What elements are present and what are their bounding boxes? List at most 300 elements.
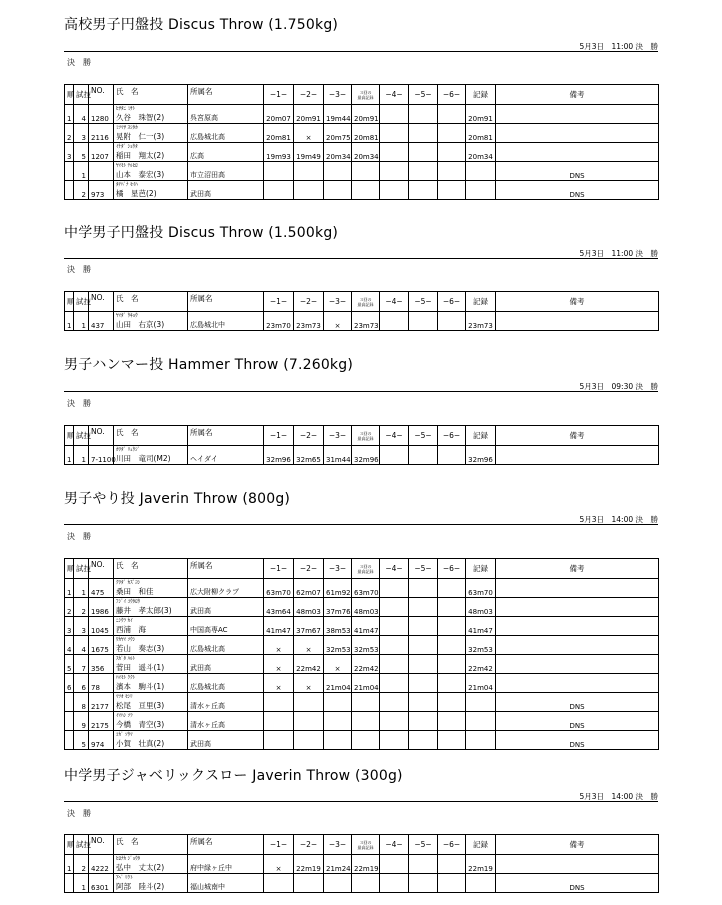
athlete-name: 山本 泰宏(3): [116, 170, 165, 179]
cell-rank: [65, 731, 74, 750]
cell-no: 1280: [89, 105, 114, 124]
cell-a2: 20m91: [294, 105, 324, 124]
header-best: [352, 85, 380, 105]
header-row: [65, 835, 659, 855]
cell-a4: [380, 143, 409, 162]
cell-a2: ×: [294, 674, 324, 693]
header-best: [352, 835, 380, 855]
event-datetime: 5月3日 11:00 決 勝: [579, 42, 658, 51]
cell-a6: [438, 712, 466, 731]
header-a4: −4−: [380, 559, 409, 579]
cell-a5: [409, 731, 438, 750]
athlete-kana: ﾊﾏﾓﾄ ｸｸﾄ: [116, 675, 136, 681]
athlete-kana: ｶﾜﾀﾞ ﾘｭｳｼﾞ: [116, 447, 141, 453]
result-row: [65, 712, 659, 731]
cell-a1: ×: [264, 674, 294, 693]
cell-a6: [438, 617, 466, 636]
cell-no: [89, 162, 114, 181]
header-a6: −6−: [438, 835, 466, 855]
header-best: [352, 426, 380, 446]
athlete-name: 橘 星芭(2): [116, 189, 157, 198]
header-record: 記録: [466, 292, 496, 312]
cell-no: 437: [89, 312, 114, 331]
header-name: 氏 名: [114, 85, 188, 105]
cell-team: 福山城南中: [188, 874, 264, 893]
cell-a6: [438, 693, 466, 712]
cell-a4: [380, 579, 409, 598]
cell-a2: [294, 693, 324, 712]
cell-order: 1: [74, 312, 89, 331]
cell-a1: 23m70: [264, 312, 294, 331]
cell-a4: [380, 598, 409, 617]
cell-best: 23m73: [352, 312, 380, 331]
cell-record: 63m70: [466, 579, 496, 598]
header-a3: −3−: [324, 426, 352, 446]
cell-team: 武田高: [188, 598, 264, 617]
header-best-line1: ３回の: [359, 296, 372, 302]
cell-a6: [438, 855, 466, 874]
header-name: 氏 名: [114, 426, 188, 446]
cell-a1: ×: [264, 636, 294, 655]
cell-a1: ×: [264, 655, 294, 674]
result-row: [65, 731, 659, 750]
cell-order: 5: [74, 143, 89, 162]
cell-team: 広大附柳クラブ: [188, 579, 264, 598]
athlete-name: 今橋 青空(3): [116, 720, 165, 729]
event-datetime: 5月3日 09:30 決 勝: [579, 382, 658, 391]
cell-athlete: [114, 712, 188, 731]
cell-a3: [324, 162, 352, 181]
header-record: 記録: [466, 835, 496, 855]
cell-best: 21m04: [352, 674, 380, 693]
cell-a4: [380, 655, 409, 674]
header-best-line1: ３回の: [359, 430, 372, 436]
result-row: [65, 446, 659, 465]
result-row: [65, 855, 659, 874]
cell-team: 広島城北高: [188, 124, 264, 143]
cell-a5: [409, 105, 438, 124]
cell-record: [466, 693, 496, 712]
cell-order: 9: [74, 712, 89, 731]
header-a6: −6−: [438, 292, 466, 312]
cell-a5: [409, 655, 438, 674]
cell-rank: 2: [65, 598, 74, 617]
round-label: 決 勝: [67, 809, 91, 818]
header-a1: −1−: [264, 292, 294, 312]
cell-note: [496, 124, 659, 143]
cell-rank: [65, 181, 74, 200]
cell-rank: 4: [65, 636, 74, 655]
cell-a2: [294, 162, 324, 181]
cell-a1: 20m81: [264, 124, 294, 143]
cell-a4: [380, 181, 409, 200]
cell-a1: 41m47: [264, 617, 294, 636]
cell-order: 1: [74, 579, 89, 598]
cell-note: [496, 579, 659, 598]
header-a4: −4−: [380, 292, 409, 312]
cell-athlete: [114, 674, 188, 693]
cell-order: 4: [74, 105, 89, 124]
athlete-name: 稲田 翔太(2): [116, 151, 165, 160]
result-row: [65, 693, 659, 712]
header-row: [65, 559, 659, 579]
cell-note: [496, 598, 659, 617]
cell-rank: 1: [65, 579, 74, 598]
cell-team: 清水ヶ丘高: [188, 712, 264, 731]
athlete-name: 松尾 亘里(3): [116, 701, 165, 710]
header-rank: 順: [65, 835, 74, 855]
cell-athlete: [114, 105, 188, 124]
cell-rank: [65, 162, 74, 181]
cell-a3: [324, 731, 352, 750]
athlete-kana: ﾌｼﾞｲ ｺｳﾀﾛｳ: [116, 599, 141, 605]
cell-note: [496, 655, 659, 674]
athlete-kana: ｺｶﾞ ｿｳﾏ: [116, 732, 133, 738]
results-table: [64, 425, 659, 465]
header-a5: −5−: [409, 85, 438, 105]
cell-record: 21m04: [466, 674, 496, 693]
header-best-line1: ３回の: [359, 89, 372, 95]
cell-team: 清水ヶ丘高: [188, 693, 264, 712]
cell-team: 広高: [188, 143, 264, 162]
cell-best: 20m91: [352, 105, 380, 124]
cell-best: 48m03: [352, 598, 380, 617]
header-note: 備考: [496, 426, 659, 446]
header-a1: −1−: [264, 426, 294, 446]
cell-order: 5: [74, 731, 89, 750]
header-team: 所属名: [188, 426, 264, 446]
cell-a6: [438, 143, 466, 162]
header-a5: −5−: [409, 835, 438, 855]
cell-note: [496, 617, 659, 636]
event-datetime: 5月3日 14:00 決 勝: [579, 792, 658, 801]
athlete-kana: ｲﾅﾀﾞ ｼｮｳﾀ: [116, 144, 138, 150]
header-no: NO.: [89, 292, 114, 312]
cell-best: [352, 162, 380, 181]
header-best-line2: 最高記録: [357, 94, 374, 100]
cell-a5: [409, 162, 438, 181]
cell-a6: [438, 579, 466, 598]
cell-a1: [264, 731, 294, 750]
cell-a2: 62m07: [294, 579, 324, 598]
athlete-name: 藤井 孝太郎(3): [116, 606, 172, 615]
athlete-name: 濱本 駒斗(1): [116, 682, 165, 691]
event-title: 男子ハンマー投 Hammer Throw (7.260kg): [64, 357, 353, 373]
round-label: 決 勝: [67, 399, 91, 408]
cell-best: 41m47: [352, 617, 380, 636]
cell-record: [466, 162, 496, 181]
athlete-name: 山田 右京(3): [116, 320, 165, 329]
cell-note: [496, 446, 659, 465]
cell-best: [352, 731, 380, 750]
header-a4: −4−: [380, 835, 409, 855]
cell-a4: [380, 312, 409, 331]
cell-team: 武田高: [188, 181, 264, 200]
header-note: 備考: [496, 85, 659, 105]
header-rank: 順: [65, 426, 74, 446]
cell-rank: [65, 693, 74, 712]
cell-a3: 32m53: [324, 636, 352, 655]
cell-rank: 1: [65, 105, 74, 124]
cell-order: 2: [74, 181, 89, 200]
header-a3: −3−: [324, 559, 352, 579]
athlete-name: 小賀 壮真(2): [116, 739, 165, 748]
cell-order: 3: [74, 617, 89, 636]
cell-a1: [264, 874, 294, 893]
cell-a1: [264, 712, 294, 731]
cell-a5: [409, 446, 438, 465]
cell-no: 1675: [89, 636, 114, 655]
cell-team: 市立沼田高: [188, 162, 264, 181]
header-record: 記録: [466, 85, 496, 105]
athlete-kana: ﾔﾏﾀﾞ ｳｷｮｳ: [116, 313, 138, 319]
cell-no: 974: [89, 731, 114, 750]
cell-record: [466, 731, 496, 750]
cell-team: 広島城北高: [188, 636, 264, 655]
cell-a3: 21m24: [324, 855, 352, 874]
cell-rank: 1: [65, 312, 74, 331]
athlete-kana: ﾀﾁﾊﾞﾅ ｾｲﾊ: [116, 182, 138, 188]
cell-no: 2175: [89, 712, 114, 731]
header-note: 備考: [496, 835, 659, 855]
header-a6: −6−: [438, 559, 466, 579]
header-rank: 順: [65, 292, 74, 312]
cell-record: 20m91: [466, 105, 496, 124]
athlete-name: 川田 竜司(M2): [116, 454, 171, 463]
cell-a3: 37m76: [324, 598, 352, 617]
result-row: [65, 598, 659, 617]
cell-a3: [324, 874, 352, 893]
cell-record: 20m81: [466, 124, 496, 143]
event-datetime: 5月3日 14:00 決 勝: [579, 515, 658, 524]
cell-no: 1207: [89, 143, 114, 162]
header-no: NO.: [89, 559, 114, 579]
cell-a4: [380, 712, 409, 731]
header-record: 記録: [466, 426, 496, 446]
athlete-kana: ﾋﾛﾅｶ ｼﾞｮｳﾀ: [116, 856, 141, 862]
event-title: 高校男子円盤投 Discus Throw (1.750kg): [64, 17, 339, 33]
cell-a6: [438, 446, 466, 465]
cell-a5: [409, 874, 438, 893]
header-order: 試技: [74, 559, 89, 579]
cell-best: [352, 181, 380, 200]
cell-best: 32m96: [352, 446, 380, 465]
athlete-kana: ｽｶﾞﾀ ﾊﾙﾄ: [116, 656, 136, 662]
cell-order: 1: [74, 446, 89, 465]
cell-a6: [438, 731, 466, 750]
cell-no: 973: [89, 181, 114, 200]
cell-best: [352, 693, 380, 712]
cell-a2: 48m03: [294, 598, 324, 617]
header-rank: 順: [65, 559, 74, 579]
results-table: [64, 834, 659, 893]
cell-athlete: [114, 598, 188, 617]
header-best-line2: 最高記録: [357, 435, 374, 441]
athlete-name: 若山 奏志(3): [116, 644, 165, 653]
result-row: [65, 674, 659, 693]
cell-a2: 19m49: [294, 143, 324, 162]
event-title: 男子やり投 Javerin Throw (800g): [64, 491, 291, 507]
header-a3: −3−: [324, 835, 352, 855]
header-a1: −1−: [264, 85, 294, 105]
cell-a1: 20m07: [264, 105, 294, 124]
cell-athlete: [114, 162, 188, 181]
result-row: [65, 181, 659, 200]
athlete-kana: ｱﾍﾞ ﾘｸﾄ: [116, 875, 133, 881]
cell-a3: 21m04: [324, 674, 352, 693]
cell-best: [352, 874, 380, 893]
header-record: 記録: [466, 559, 496, 579]
result-row: [65, 617, 659, 636]
athlete-name: 阿部 陸斗(2): [116, 882, 165, 891]
cell-note: [496, 143, 659, 162]
header-a2: −2−: [294, 835, 324, 855]
cell-a1: 32m96: [264, 446, 294, 465]
header-no: NO.: [89, 835, 114, 855]
athlete-kana: ﾋｻﾀﾆ ﾐｻﾄ: [116, 106, 136, 112]
cell-order: 1: [74, 874, 89, 893]
header-a4: −4−: [380, 426, 409, 446]
cell-note: [496, 855, 659, 874]
header-a1: −1−: [264, 559, 294, 579]
round-label: 決 勝: [67, 58, 91, 67]
cell-best: 22m42: [352, 655, 380, 674]
cell-best: 20m81: [352, 124, 380, 143]
cell-a1: 43m64: [264, 598, 294, 617]
event-title: 中学男子円盤投 Discus Throw (1.500kg): [64, 225, 339, 241]
cell-a3: 20m34: [324, 143, 352, 162]
header-a3: −3−: [324, 292, 352, 312]
result-row: [65, 655, 659, 674]
cell-note: DNS: [496, 874, 659, 893]
cell-team: 府中緑ヶ丘中: [188, 855, 264, 874]
cell-a3: [324, 712, 352, 731]
header-best: [352, 292, 380, 312]
cell-athlete: [114, 655, 188, 674]
result-row: [65, 124, 659, 143]
cell-note: [496, 105, 659, 124]
cell-a1: ×: [264, 855, 294, 874]
cell-a4: [380, 617, 409, 636]
cell-a6: [438, 105, 466, 124]
cell-best: 32m53: [352, 636, 380, 655]
event-datetime: 5月3日 11:00 決 勝: [579, 249, 658, 258]
cell-a5: [409, 855, 438, 874]
cell-rank: 2: [65, 124, 74, 143]
cell-order: 3: [74, 124, 89, 143]
athlete-name: 菅田 遥斗(1): [116, 663, 165, 672]
cell-a4: [380, 105, 409, 124]
cell-best: [352, 712, 380, 731]
cell-note: [496, 312, 659, 331]
header-team: 所属名: [188, 85, 264, 105]
cell-record: 20m34: [466, 143, 496, 162]
cell-no: 4222: [89, 855, 114, 874]
header-best-line1: ３回の: [359, 839, 372, 845]
cell-best: 63m70: [352, 579, 380, 598]
cell-a6: [438, 636, 466, 655]
divider: [64, 391, 658, 392]
header-best-line1: ３回の: [359, 563, 372, 569]
cell-a6: [438, 124, 466, 143]
cell-no: 475: [89, 579, 114, 598]
header-a4: −4−: [380, 85, 409, 105]
cell-athlete: [114, 312, 188, 331]
cell-a4: [380, 636, 409, 655]
cell-record: 48m03: [466, 598, 496, 617]
header-a5: −5−: [409, 292, 438, 312]
header-note: 備考: [496, 292, 659, 312]
cell-a3: [324, 693, 352, 712]
cell-a3: ×: [324, 655, 352, 674]
cell-no: 78: [89, 674, 114, 693]
cell-rank: [65, 712, 74, 731]
header-a6: −6−: [438, 426, 466, 446]
cell-record: 32m53: [466, 636, 496, 655]
cell-athlete: [114, 855, 188, 874]
result-row: [65, 874, 659, 893]
cell-order: 7: [74, 655, 89, 674]
athlete-name: 弘中 丈太(2): [116, 863, 165, 872]
cell-athlete: [114, 446, 188, 465]
header-order: 試技: [74, 85, 89, 105]
cell-a4: [380, 674, 409, 693]
cell-team: 中国高専AC: [188, 617, 264, 636]
cell-a4: [380, 731, 409, 750]
cell-a5: [409, 124, 438, 143]
cell-note: DNS: [496, 712, 659, 731]
cell-note: [496, 636, 659, 655]
cell-a3: 38m53: [324, 617, 352, 636]
cell-athlete: [114, 693, 188, 712]
cell-no: 2116: [89, 124, 114, 143]
athlete-kana: ﾆｼｳﾗ ｶｲ: [116, 618, 133, 624]
cell-team: 武田高: [188, 731, 264, 750]
cell-rank: 6: [65, 674, 74, 693]
cell-a5: [409, 636, 438, 655]
cell-note: DNS: [496, 162, 659, 181]
cell-a4: [380, 124, 409, 143]
header-a3: −3−: [324, 85, 352, 105]
header-order: 試技: [74, 426, 89, 446]
divider: [64, 524, 658, 525]
cell-a6: [438, 655, 466, 674]
header-rank: 順: [65, 85, 74, 105]
athlete-name: 晃附 仁一(3): [116, 132, 165, 141]
cell-team: 武田高: [188, 655, 264, 674]
result-row: [65, 143, 659, 162]
cell-a2: 23m73: [294, 312, 324, 331]
cell-no: 6301: [89, 874, 114, 893]
cell-record: [466, 181, 496, 200]
cell-a2: ×: [294, 124, 324, 143]
cell-best: 22m19: [352, 855, 380, 874]
results-table: [64, 291, 659, 331]
cell-rank: 1: [65, 855, 74, 874]
cell-a5: [409, 712, 438, 731]
cell-a4: [380, 874, 409, 893]
cell-record: 22m19: [466, 855, 496, 874]
header-note: 備考: [496, 559, 659, 579]
cell-no: 356: [89, 655, 114, 674]
cell-a5: [409, 181, 438, 200]
header-row: [65, 292, 659, 312]
cell-a2: 32m65: [294, 446, 324, 465]
cell-a3: [324, 181, 352, 200]
cell-a5: [409, 693, 438, 712]
cell-athlete: [114, 143, 188, 162]
header-a5: −5−: [409, 426, 438, 446]
